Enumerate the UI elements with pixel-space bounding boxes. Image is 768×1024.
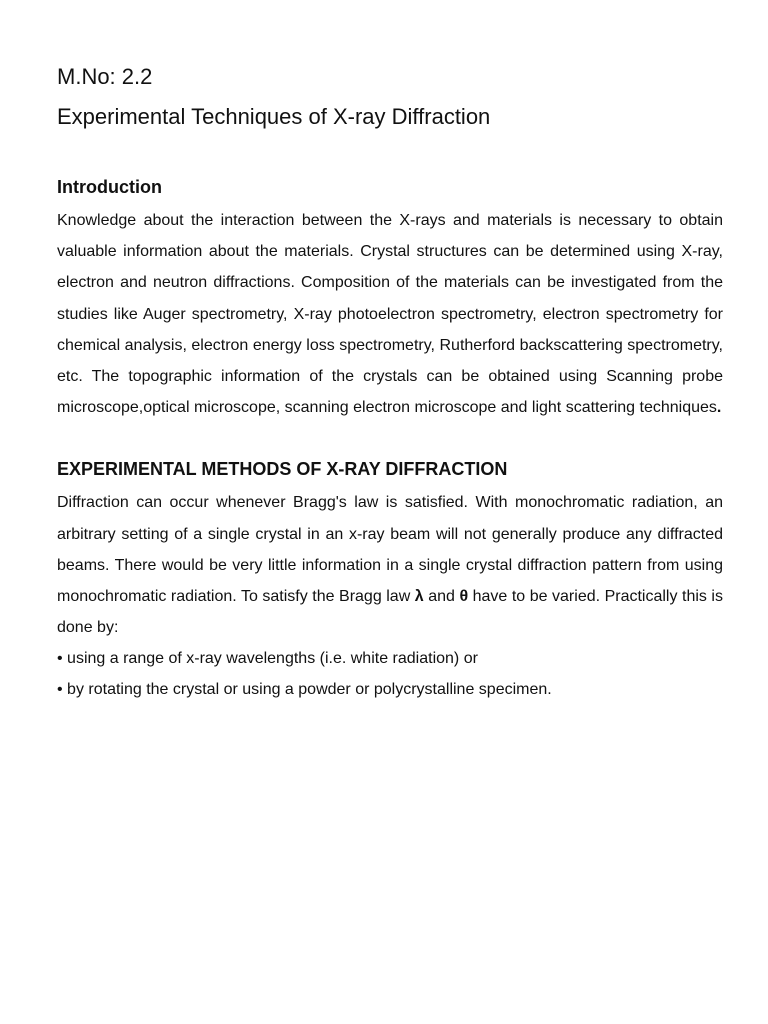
methods-text-and: and <box>423 588 460 606</box>
bullet-item-white-radiation: • using a range of x-ray wavelengths (i.e. white radiation) or <box>57 650 478 668</box>
bullet-item-rotating-crystal: • by rotating the crystal or using a powder or polycrystalline specimen. <box>57 681 552 699</box>
introduction-end-period: . <box>716 399 722 417</box>
document-title: Experimental Techniques of X-ray Diffraction <box>57 104 491 129</box>
lambda-symbol: λ <box>414 588 424 606</box>
methods-text-part2: have to be varied. Practically this is done by: <box>57 588 723 637</box>
introduction-heading: Introduction <box>57 177 162 197</box>
methods-bullet-list <box>57 643 723 705</box>
methods-paragraph <box>57 487 723 643</box>
introduction-paragraph <box>57 205 723 423</box>
methods-heading: EXPERIMENTAL METHODS OF X-RAY DIFFRACTION <box>57 459 508 480</box>
document-page <box>57 62 723 705</box>
theta-symbol: θ <box>459 588 469 606</box>
methods-text-part1: Diffraction can occur whenever Bragg's law is satisfied. With monochromatic radiation, an arbitrary setting of a single crystal in an x-ray beam will not generally produce any diffracted beams. There would be very little information in a single crystal diffraction pattern from using monochromatic radiation. To satisfy the Bragg law <box>57 494 723 606</box>
introduction-text: Knowledge about the interaction between the X-rays and materials is necessary to obtain valuable information about the materials. Crystal structures can be determined using X-ray, electron and neutron diffractions. Composition of the materials can be investigated from the studies like Auger spectrometry, X-ray photoelectron spectrometry, electron spectrometry for chemical analysis, electron energy loss spectrometry, Rutherford backscattering spectrometry, etc. The topographic information of the crystals can be obtained using Scanning probe microscope,optical microscope, scanning electron microscope and light scattering techniques <box>57 212 723 417</box>
module-number: M.No: 2.2 <box>57 64 153 89</box>
